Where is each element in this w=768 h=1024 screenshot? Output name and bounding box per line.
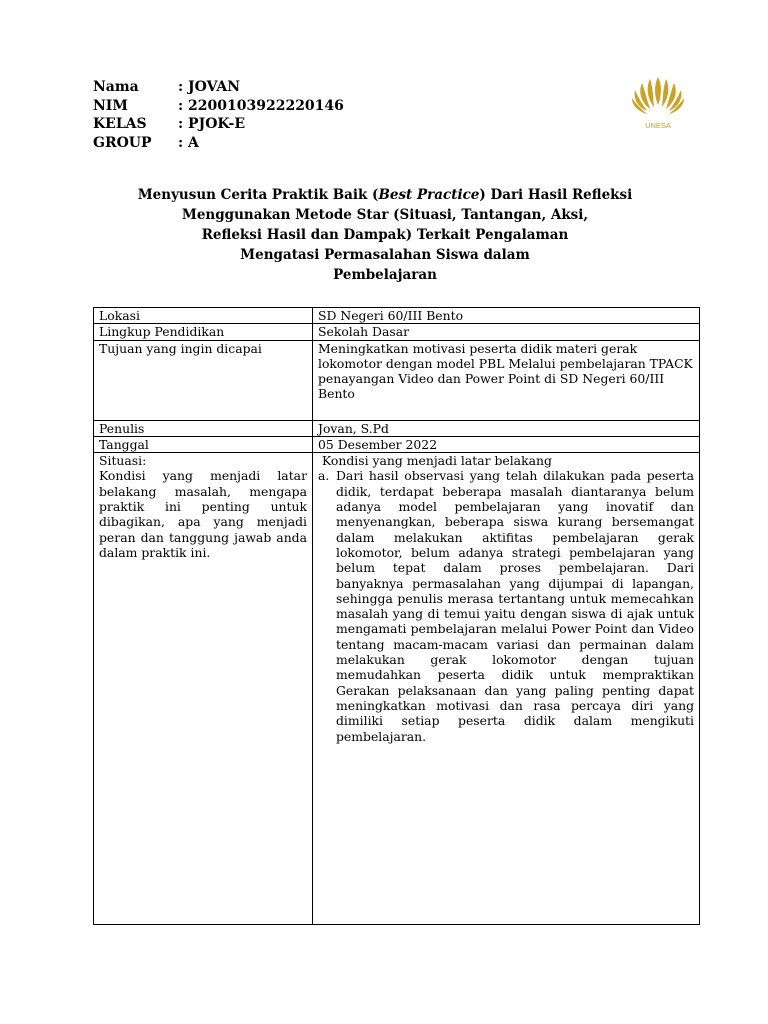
kelas-label: KELAS [93,116,147,132]
group-label: GROUP [93,134,152,151]
title-line-4: Mengatasi Permasalahan Siswa dalam [240,247,530,263]
table-row [94,308,700,324]
kelas-row [93,115,344,134]
answer-heading: Kondisi yang menjadi latar belakang [322,453,552,469]
situasi-heading: Situasi: [99,453,147,469]
row-label: Lokasi [94,308,313,324]
row-value: Jovan, S.Pd [313,420,700,436]
kelas-value: : PJOK-E [178,116,246,132]
practice-table [93,307,700,925]
table-row [94,324,700,340]
table-row-situasi [94,453,700,925]
nim-value: : 2200103922220146 [178,97,344,114]
svg-text:UNESA: UNESA [645,121,671,130]
nama-row [93,78,344,97]
row-label: Tanggal [94,436,313,452]
student-info [93,78,344,152]
title-line-5: Pembelajaran [333,267,437,283]
item-text: Dari hasil observasi yang telah dilakukan pada peserta didik, terdapat beberapa masalah diantaranya belum adanya model pembelajaran yang inovatif dan menyenangkan, beberapa siswa kurang bersemangat dalam melakukan aktifitas pembelajaran gerak lokomotor, belum adanya strategi pembelajaran yang belum tepat dalam proses pembelajaran. Dari banyaknya permasalahan yang dijumpai di lapangan, sehingga penulis merasa tertantang untuk memecahkan masalah yang di temui yaitu dengan siswa di ajak untuk mengamati pembelajaran melalui Power Point dan Video tentang macam-macam variasi dan permainan dalam melakukan gerak lokomotor dengan tujuan memudahkan peserta didik untuk mempraktikan Gerakan pelaksanaan dan yang paling penting dapat meningkatkan motivasi dan rasa percaya diri yang dimiliki setiap peserta didik dalam mengikuti pembelajaran. [336,468,694,744]
situasi-answer-cell [313,453,700,925]
nim-label: NIM [93,97,128,114]
list-item [318,468,694,743]
row-value: SD Negeri 60/III Bento [313,308,700,324]
title-line-2: Menggunakan Metode Star (Situasi, Tantangan, Aksi, [181,207,589,223]
row-label: Lingkup Pendidikan [94,324,313,340]
row-value: Meningkatkan motivasi peserta didik materi gerak lokomotor dengan model PBL Melalui pembelajaran TPACK penayangan Video dan Power Point di SD Negeri 60/III Bento [313,340,700,420]
nim-row [93,97,344,116]
title-line-3: Refleksi Hasil dan Dampak) Terkait Pengalaman [201,227,569,243]
row-label: Penulis [94,420,313,436]
nama-label: Nama [93,79,139,95]
row-label: Tujuan yang ingin dicapai [94,340,313,420]
item-marker: a. [318,468,330,484]
title-line-1: Menyusun Cerita Praktik Baik (Best Practice) Dari Hasil Refleksi [137,187,633,203]
table-row [94,340,700,420]
group-value: : A [178,134,199,151]
situasi-cell [94,453,313,925]
table-row [94,436,700,452]
row-value: Sekolah Dasar [313,324,700,340]
nama-value: : JOVAN [178,79,241,95]
row-value: 05 Desember 2022 [313,436,700,452]
document-title [95,185,675,285]
situasi-prompt: Kondisi yang menjadi latar belakang masalah, mengapa praktik ini penting untuk dibagikan, apa yang menjadi peran dan tanggung jawab anda dalam praktik ini. [99,468,307,560]
title-emphasis: Best Practice [378,187,480,203]
group-row [93,134,344,153]
table-row [94,420,700,436]
unesa-logo [628,71,688,133]
